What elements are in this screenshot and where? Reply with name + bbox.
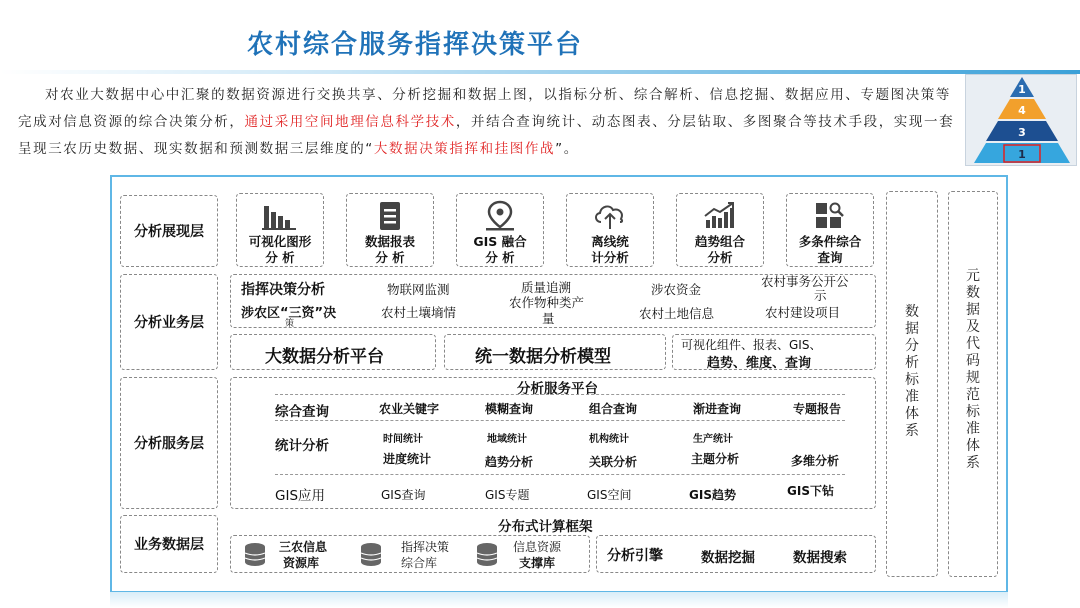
construction-projects: 农村建设项目 [765, 305, 841, 320]
card-line1: 趋势组合 [694, 234, 745, 249]
land-info: 农村土地信息 [639, 306, 715, 321]
unified-model: 统一数据分析模型 [475, 347, 611, 367]
map-pin-icon [480, 200, 520, 232]
analysis-standards-column [886, 191, 938, 577]
card-line2: 分 析 [265, 250, 295, 265]
db3-line2: 支撑库 [519, 556, 556, 570]
database-icon [243, 542, 267, 568]
stat-multidim: 多维分析 [791, 454, 840, 468]
service-divider-3 [275, 474, 845, 475]
command-analysis: 指挥决策分析 [241, 282, 325, 298]
db1-line2: 资源库 [283, 556, 320, 570]
stat-correlation: 关联分析 [589, 455, 638, 469]
card-line2: 分 析 [375, 250, 405, 265]
report-icon [370, 200, 410, 232]
service-divider-1 [275, 394, 845, 395]
multi-query-icon [810, 200, 850, 232]
agri-funds: 涉农资金 [651, 282, 702, 297]
gis-application: GIS应用 [275, 488, 326, 504]
bar-chart-icon [260, 200, 300, 232]
card-line1: 数据报表 [364, 234, 415, 249]
query-keyword: 农业关键字 [379, 402, 440, 416]
crop-yield-suffix: 量 [542, 311, 555, 326]
components-line2: 趋势、维度、查询 [707, 356, 812, 371]
query-report: 专题报告 [793, 402, 842, 416]
header-accent-bar [0, 70, 1080, 74]
statistics-analysis: 统计分析 [275, 438, 329, 454]
card-trend-analysis[interactable] [676, 193, 764, 267]
analysis-standards-text: 数 据 分 析 标 准 体 系 [905, 304, 919, 439]
card-line2: 分析 [707, 250, 733, 265]
trend-icon [700, 200, 740, 232]
architecture-diagram [110, 175, 1008, 593]
stat-org: 机构统计 [589, 434, 629, 445]
three-assets: 涉农区“三资”决 [241, 306, 337, 321]
service-platform-title: 分析服务平台 [517, 381, 598, 397]
card-line2: 计分析 [591, 250, 629, 265]
stat-production: 生产统计 [693, 434, 733, 445]
cloud-upload-icon [590, 200, 630, 232]
layer-label-data: 业务数据层 [120, 515, 218, 573]
gis-trend: GIS趋势 [689, 488, 736, 502]
data-search: 数据搜索 [793, 550, 847, 566]
db2-line1: 指挥决策 [401, 540, 450, 554]
service-platform-box [230, 377, 876, 509]
pyramid-graphic [965, 74, 1077, 166]
gis-topic: GIS专题 [485, 488, 530, 502]
card-line1: GIS 融合 [473, 234, 527, 249]
data-mining: 数据挖掘 [701, 550, 755, 566]
metadata-standards-text: 元 数 据 及 代 码 规 范 标 准 体 系 [966, 268, 980, 471]
card-offline-analysis[interactable] [566, 193, 654, 267]
pyramid-level-3: 3 [1018, 126, 1026, 139]
service-divider-2 [275, 420, 845, 421]
database-icon [475, 542, 499, 568]
distributed-framework: 分布式计算框架 [498, 519, 593, 535]
affairs-public-suffix: 示 [814, 288, 827, 303]
iot-monitor: 物联网监测 [387, 282, 450, 297]
gis-drilldown: GIS下钻 [787, 484, 834, 498]
db2-line2: 综合库 [401, 556, 438, 570]
stat-topic: 主题分析 [691, 452, 740, 466]
pyramid-level-2: 4 [1018, 104, 1026, 117]
stat-trend: 趋势分析 [485, 455, 534, 469]
layer-label-presentation: 分析展现层 [120, 195, 218, 267]
page-title: 农村综合服务指挥决策平台 [246, 30, 583, 60]
card-line2: 查询 [817, 250, 843, 265]
intro-paragraph [18, 82, 963, 163]
crop-yield: 农作物种类产 [509, 295, 585, 310]
stat-time: 时间统计 [383, 434, 423, 445]
intro-text-3: ”。 [555, 141, 579, 157]
pyramid-level-4: 1 [1018, 148, 1026, 161]
bigdata-platform-box [230, 334, 436, 370]
gis-query: GIS查询 [381, 488, 426, 502]
query-combined: 组合查询 [589, 402, 638, 416]
db1-line1: 三农信息 [279, 540, 328, 554]
unified-model-box [444, 334, 666, 370]
query-progressive: 渐进查询 [693, 402, 742, 416]
stat-region: 地域统计 [487, 434, 527, 445]
db3-line1: 信息资源 [513, 540, 562, 554]
pyramid-level-1: 1 [1018, 83, 1026, 96]
gis-spatial: GIS空间 [587, 488, 632, 502]
intro-highlight-2: 大数据决策指挥和挂图作战 [373, 141, 556, 157]
card-report-analysis[interactable] [346, 193, 434, 267]
card-multi-query[interactable] [786, 193, 874, 267]
layer-label-service: 分析服务层 [120, 377, 218, 509]
database-icon [359, 542, 383, 568]
components-box [672, 334, 876, 370]
intro-highlight: 通过采用空间地理信息科学技术 [244, 114, 456, 130]
card-gis-analysis[interactable] [456, 193, 544, 267]
metadata-standards-column [948, 191, 998, 577]
affairs-public: 农村事务公开公 [761, 274, 849, 289]
query-fuzzy: 模糊查询 [485, 402, 534, 416]
layer-label-business: 分析业务层 [120, 274, 218, 370]
card-line1: 多条件综合 [798, 234, 862, 249]
stat-progress: 进度统计 [383, 452, 432, 466]
intro-text-1: 对农业大数据中心中汇聚的数据资源进行交换共享、分析挖掘和数据上图，以指标分析、综合解析、信息挖掘、数据应用、专题图决策等完成对信息资源的综合决策分析， [18, 87, 951, 130]
card-line1: 可视化图形 [248, 234, 312, 249]
data-sources-box [230, 535, 590, 573]
analysis-engine: 分析引擎 [607, 548, 663, 564]
card-line2: 分 析 [485, 250, 515, 265]
intro-text-2: ，并结合查询统计、动态图表、分层钻取、多图聚合等技术手段，实现一套呈现三农历史数据、现实数据和预测数据三层维度的“ [18, 114, 955, 157]
three-assets-suffix: 策 [285, 319, 295, 329]
bottom-strip [110, 592, 1008, 608]
components-line1: 可视化组件、报表、GIS、 [681, 338, 822, 352]
card-visual-analysis[interactable] [236, 193, 324, 267]
bigdata-platform: 大数据分析平台 [265, 347, 384, 367]
card-line1: 离线统 [591, 234, 629, 249]
quality-trace: 质量追溯 [521, 280, 572, 295]
analysis-engine-box [596, 535, 876, 573]
comprehensive-query: 综合查询 [275, 404, 329, 420]
soil-moisture: 农村土壤墒情 [381, 305, 457, 320]
business-apps-box [230, 274, 876, 328]
